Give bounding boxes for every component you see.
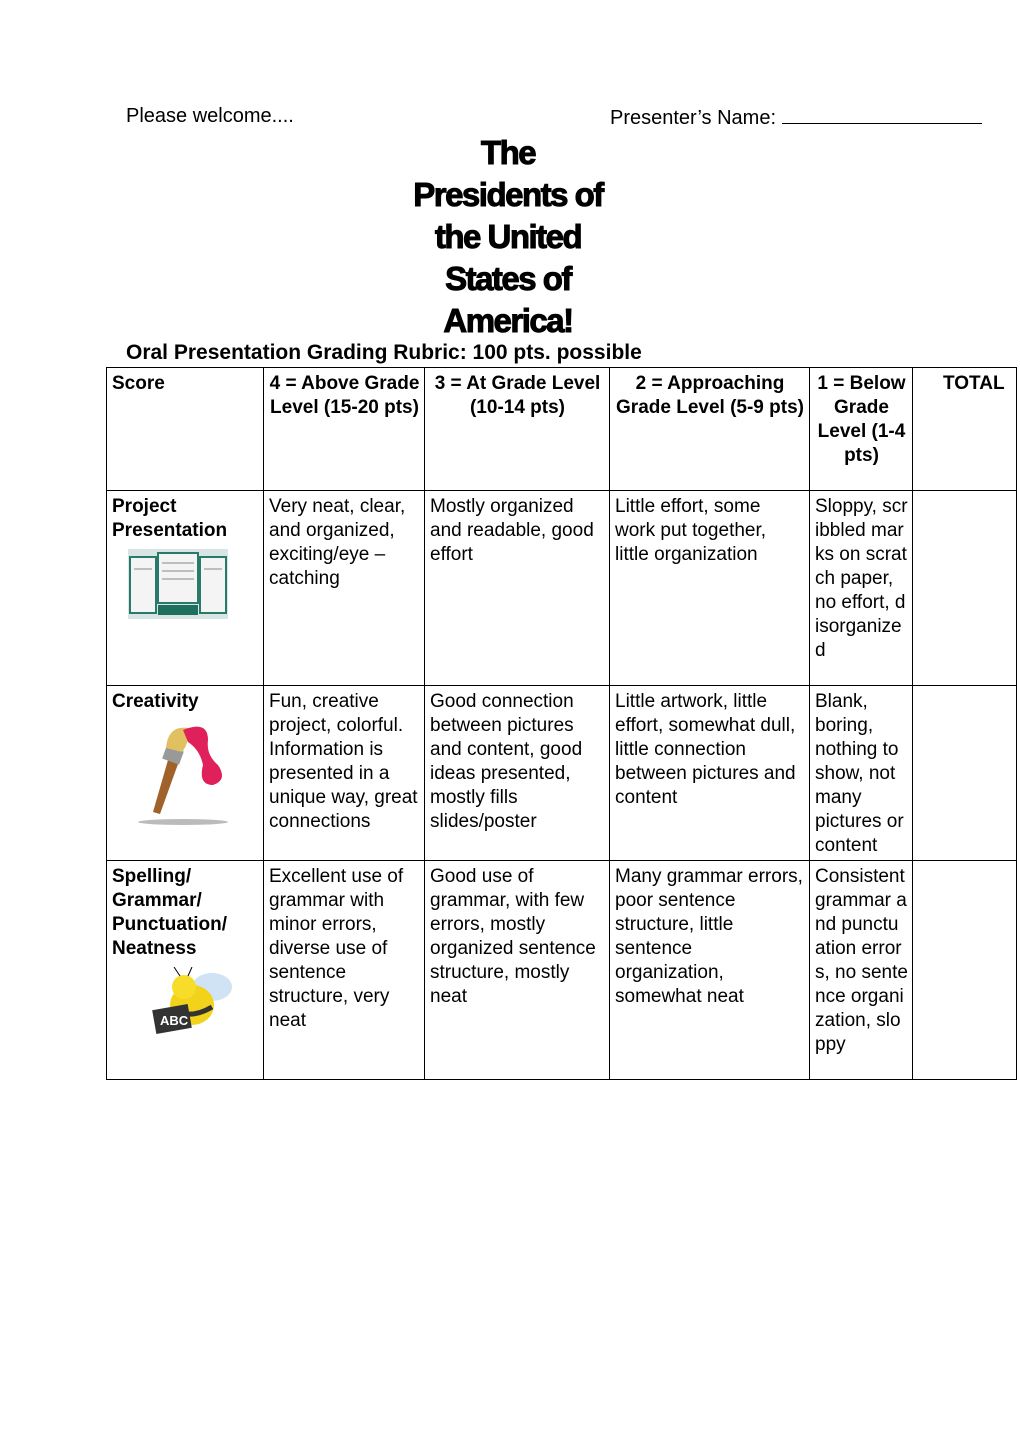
rubric-table <box>106 367 1017 1080</box>
rubric-cell: Sloppy, scribbled marks on scratch paper, no effort, disorganized <box>810 491 913 686</box>
document-title <box>358 132 658 342</box>
row-label: Project Presentation <box>112 496 228 541</box>
rubric-cell: Consistent grammar and punctuation errors, no sentence organization, sloppy <box>810 861 913 1080</box>
rubric-cell: Good connection between pictures and content, good ideas presented, mostly fills slides/poster <box>425 686 610 861</box>
header-cell: 3 = At Grade Level (10-14 pts) <box>425 368 610 491</box>
rubric-cell: Very neat, clear, and organized, exciting/eye – catching <box>264 491 425 686</box>
total-cell[interactable] <box>913 861 1017 1080</box>
row-label-cell <box>107 861 264 1080</box>
header-cell: 1 = Below Grade Level (1-4 pts) <box>810 368 913 491</box>
table-row <box>107 491 1017 686</box>
spelling-bee-image <box>152 967 242 1037</box>
title-line: The <box>480 134 536 171</box>
title-line: States of <box>445 260 571 297</box>
total-cell[interactable] <box>913 686 1017 861</box>
title-line: America! <box>443 302 573 339</box>
table-row <box>107 686 1017 861</box>
total-cell[interactable] <box>913 491 1017 686</box>
rubric-cell: Blank, boring, nothing to show, not many pictures or content <box>810 686 913 861</box>
row-label-cell <box>107 686 264 861</box>
rubric-subtitle: Oral Presentation Grading Rubric: 100 pts. possible <box>126 341 642 364</box>
presenter-name-field[interactable] <box>610 105 982 130</box>
presenter-name-blank[interactable] <box>782 105 982 124</box>
row-label: Creativity <box>112 691 199 712</box>
rubric-cell: Fun, creative project, colorful. Information is presented in a unique way, great connections <box>264 686 425 861</box>
rubric-cell: Little artwork, little effort, somewhat dull, little connection between pictures and content <box>610 686 810 861</box>
rubric-cell: Good use of grammar, with few errors, mostly organized sentence structure, mostly neat <box>425 861 610 1080</box>
rubric-cell: Mostly organized and readable, good effort <box>425 491 610 686</box>
row-label: Spelling/ Grammar/ Punctuation/ Neatness <box>112 866 228 959</box>
rubric-cell: Many grammar errors, poor sentence structure, little sentence organization, somewhat neat <box>610 861 810 1080</box>
presenter-label: Presenter’s Name: <box>610 107 776 129</box>
header-row <box>107 368 1017 491</box>
trifold-poster-image <box>128 549 228 619</box>
header-cell: Score <box>107 368 264 491</box>
row-label-cell <box>107 491 264 686</box>
title-line: the United <box>434 218 582 255</box>
header-cell: TOTAL <box>913 368 1017 491</box>
board-text: ABC <box>160 1013 189 1028</box>
header-cell: 4 = Above Grade Level (15-20 pts) <box>264 368 425 491</box>
rubric-cell: Excellent use of grammar with minor errors, diverse use of sentence structure, very neat <box>264 861 425 1080</box>
title-line: Presidents of <box>413 176 603 213</box>
welcome-text: Please welcome.... <box>126 105 294 127</box>
paintbrush-image <box>128 720 238 830</box>
header-cell: 2 = Approaching Grade Level (5-9 pts) <box>610 368 810 491</box>
table-row <box>107 861 1017 1080</box>
rubric-cell: Little effort, some work put together, little organization <box>610 491 810 686</box>
